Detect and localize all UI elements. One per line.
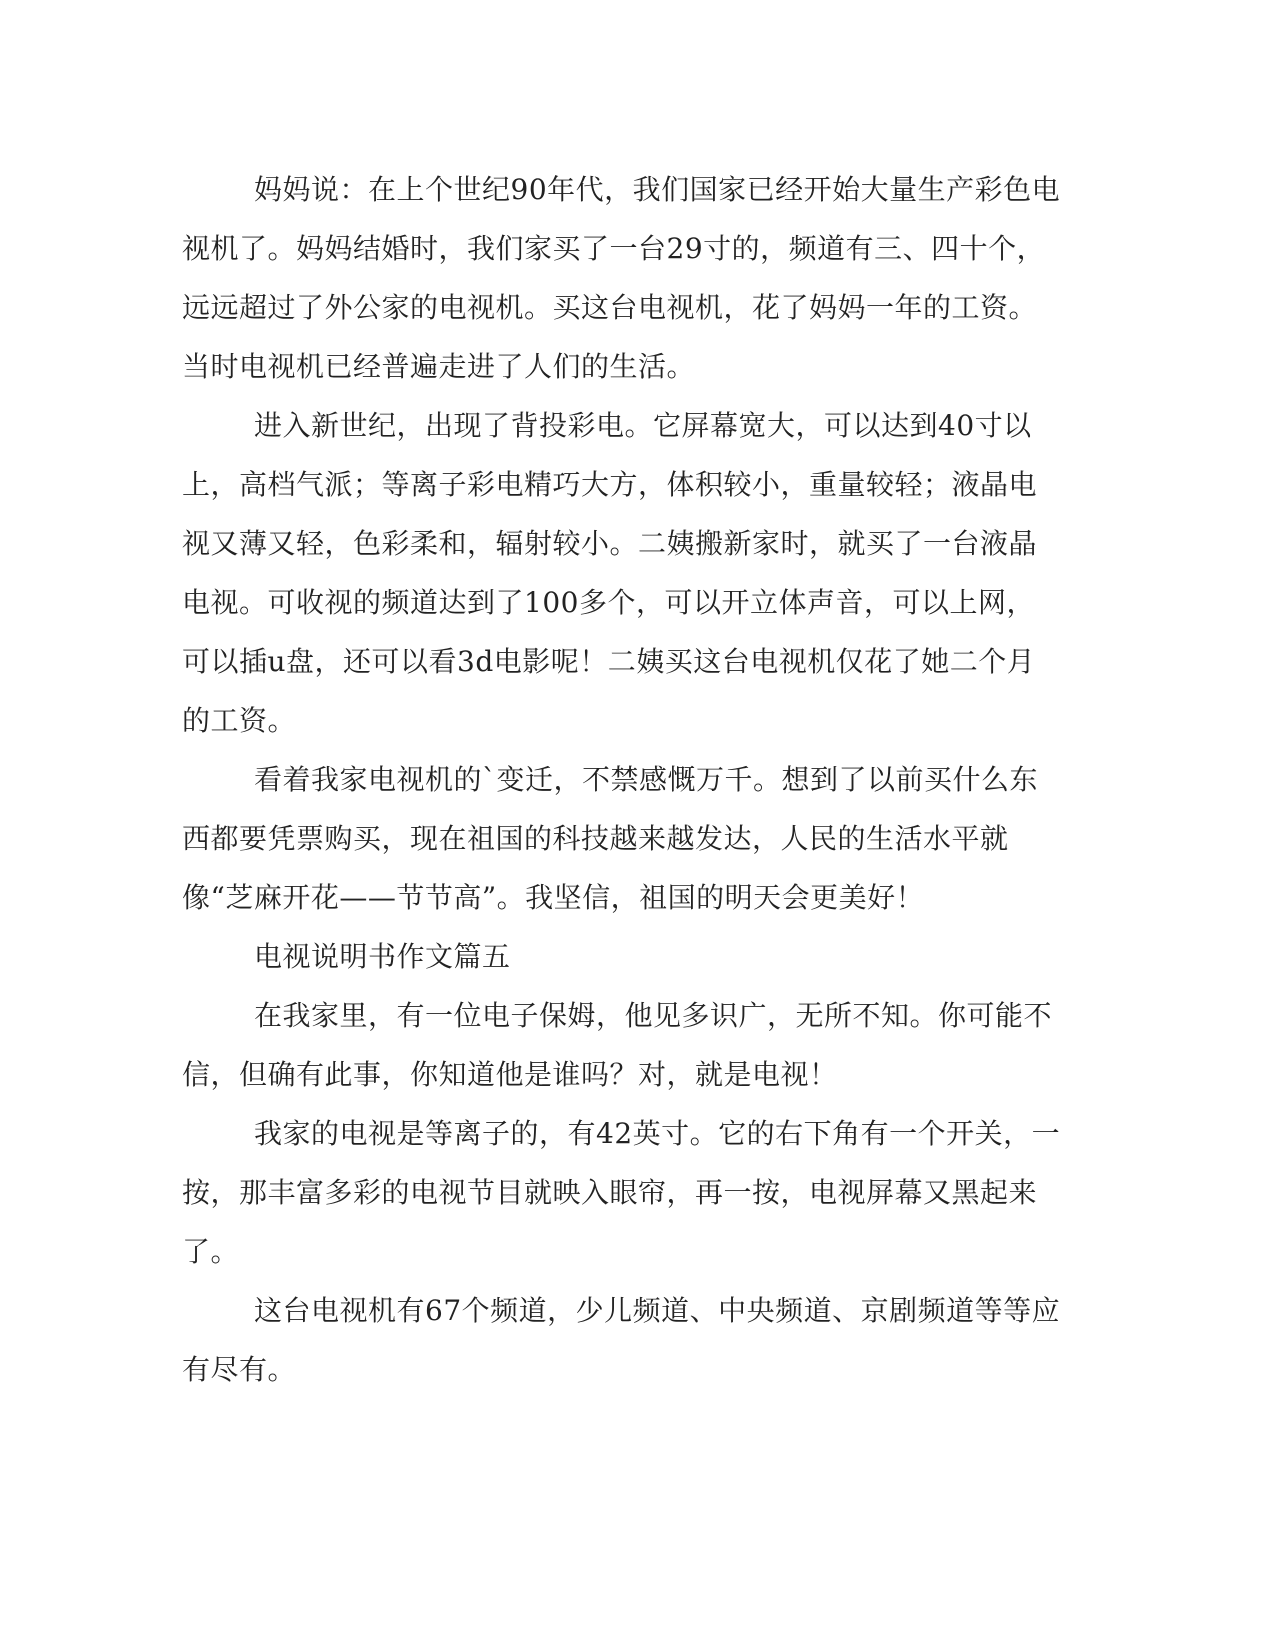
paragraph-channels: 这台电视机有67个频道，少儿频道、中央频道、京剧频道等等应有尽有。	[182, 1294, 1061, 1386]
paragraph-plasma-tv: 我家的电视是等离子的，有42英寸。它的右下角有一个开关，一按，那丰富多彩的电视节目就映入眼帘，再一按，电视屏幕又黑起来了。	[182, 1117, 1061, 1268]
paragraph-tv-history-90s: 妈妈说：在上个世纪90年代，我们国家已经开始大量生产彩色电视机了。妈妈结婚时，我们家买了一台29寸的，频道有三、四十个，远远超过了外公家的电视机。买这台电视机，花了妈妈一年的工资。当时电视机已经普遍走进了人们的生活。	[182, 173, 1061, 383]
paragraph-electronic-nanny: 在我家里，有一位电子保姆，他见多识广，无所不知。你可能不信，但确有此事，你知道他是谁吗？对，就是电视！	[182, 999, 1053, 1091]
paragraph-new-century-tv: 进入新世纪，出现了背投彩电。它屏幕宽大，可以达到40寸以上，高档气派；等离子彩电精巧大方，体积较小，重量较轻；液晶电视又薄又轻，色彩柔和，辐射较小。二姨搬新家时，就买了一台液晶电视。可收视的频道达到了100多个，可以开立体声音，可以上网，可以插u盘，还可以看3d电影呢！二姨买这台电视机仅花了她二个月的工资。	[182, 409, 1038, 737]
document-body	[182, 160, 1062, 1399]
section-heading: 电视说明书作文篇五	[254, 940, 511, 973]
paragraph-reflection: 看着我家电视机的`变迁，不禁感慨万千。想到了以前买什么东西都要凭票购买，现在祖国的科技越来越发达，人民的生活水平就像“芝麻开花——节节高”。我坚信，祖国的明天会更美好！	[182, 763, 1039, 914]
